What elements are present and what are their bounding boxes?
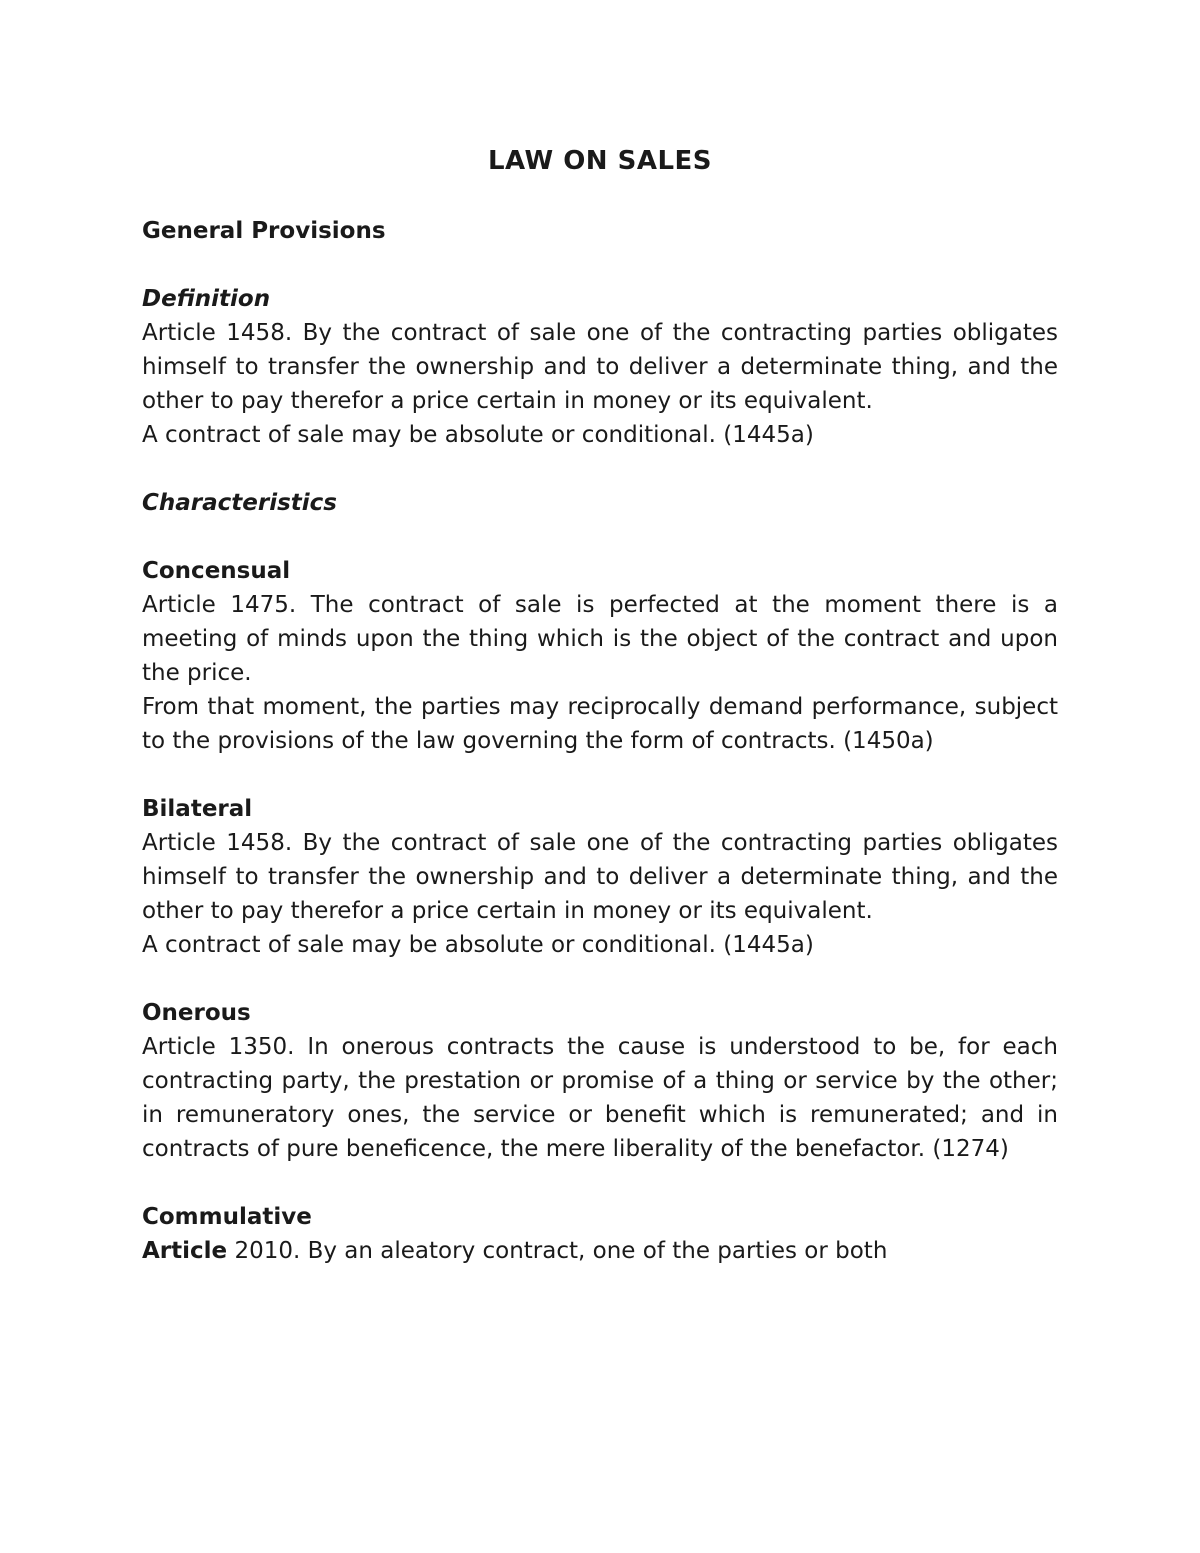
subheading-characteristics: Characteristics — [142, 490, 337, 516]
spacer — [142, 452, 1058, 486]
subheading-definition: Definition — [142, 286, 271, 312]
spacer — [142, 758, 1058, 792]
document-page — [142, 140, 1058, 1268]
definition-paragraph-2: A contract of sale may be absolute or conditional. (1445a) — [142, 422, 814, 448]
section-heading-general-provisions: General Provisions — [142, 218, 386, 244]
concensual-paragraph-1: Article 1475. The contract of sale is perfected at the moment there is a meeting of minds upon the thing which is the object of the contract and upon the price. — [142, 592, 1058, 686]
spacer — [142, 178, 1058, 214]
commulative-paragraph-1 — [142, 1234, 1058, 1268]
onerous-paragraph-1: Article 1350. In onerous contracts the cause is understood to be, for each contracting party, the prestation or promise of a thing or service by the other; in remuneratory ones, the service or benefit which is remunerated; and in contracts of pure beneficence, the mere liberality of the benefactor. (1274) — [142, 1034, 1058, 1162]
spacer — [142, 520, 1058, 554]
definition-paragraph-1: Article 1458. By the contract of sale one of the contracting parties obligates himself to transfer the ownership and to deliver a determinate thing, and the other to pay therefor a price certain in money or its equivalent. — [142, 320, 1058, 414]
concensual-paragraph-2: From that moment, the parties may reciprocally demand performance, subject to the provisions of the law governing the form of contracts. (1450a) — [142, 694, 1058, 754]
article-label: Article — [142, 1238, 228, 1264]
heading-bilateral: Bilateral — [142, 796, 253, 822]
heading-concensual: Concensual — [142, 558, 291, 584]
heading-onerous: Onerous — [142, 1000, 251, 1026]
spacer — [142, 962, 1058, 996]
bilateral-paragraph-1: Article 1458. By the contract of sale one of the contracting parties obligates himself to transfer the ownership and to deliver a determinate thing, and the other to pay therefor a price certain in money or its equivalent. — [142, 830, 1058, 924]
spacer — [142, 1166, 1058, 1200]
commulative-paragraph-text: 2010. By an aleatory contract, one of the parties or both — [227, 1238, 888, 1264]
document-title: LAW ON SALES — [487, 146, 713, 176]
heading-commulative: Commulative — [142, 1204, 312, 1230]
bilateral-paragraph-2: A contract of sale may be absolute or conditional. (1445a) — [142, 932, 814, 958]
spacer — [142, 248, 1058, 282]
